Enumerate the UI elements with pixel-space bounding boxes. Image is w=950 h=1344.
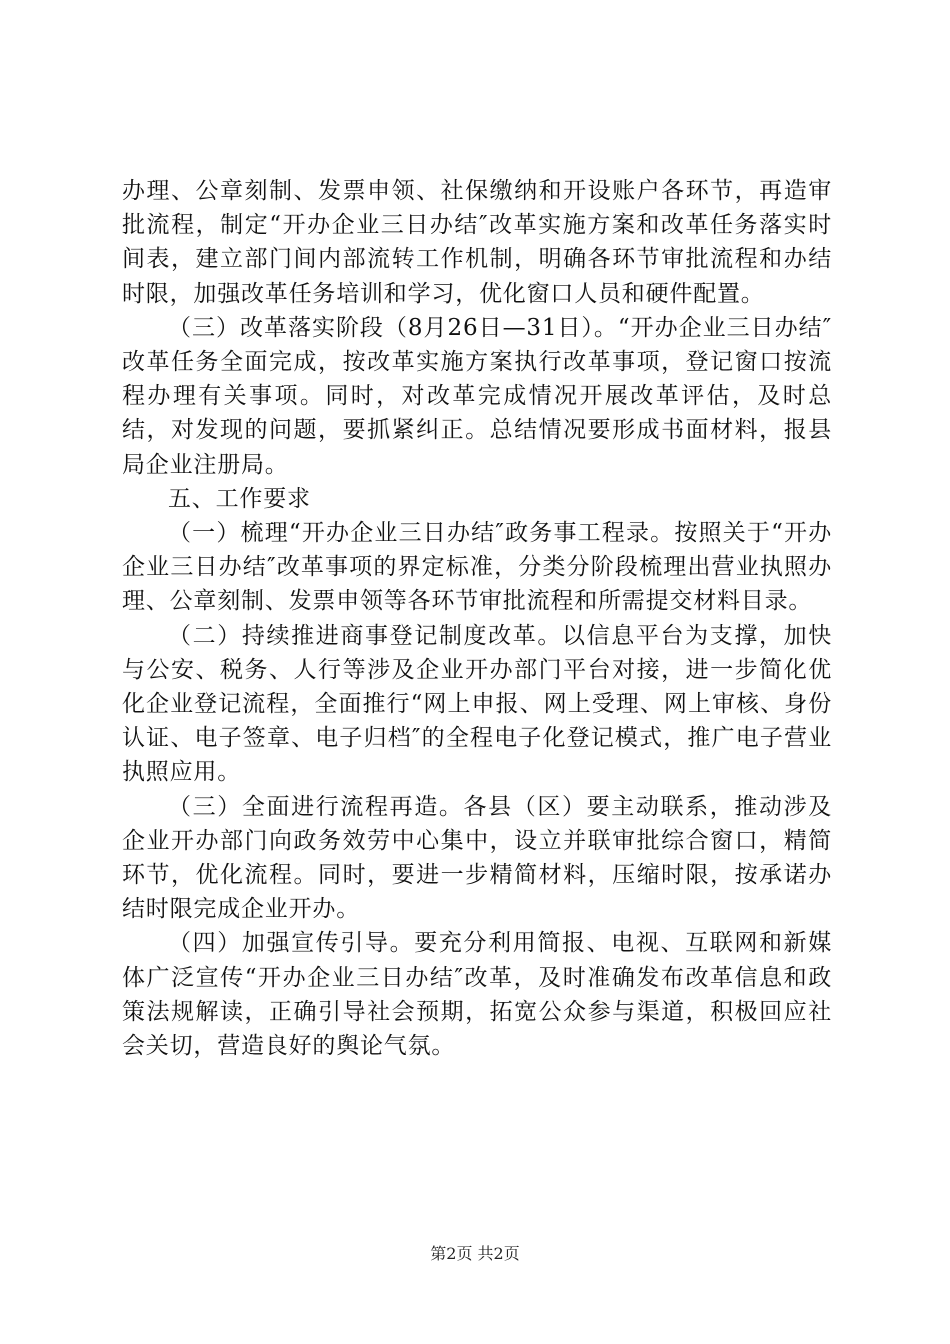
- paragraph-continuation: 办理、公章刻制、发票申领、社保缴纳和开设账户各环节，再造审批流程，制定“开办企业三日办结″改革实施方案和改革任务落实时间表，建立部门间内部流转工作机制，明确各环节审批流程和办结时限，加强改革任务培训和学习，优化窗口人员和硬件配置。: [122, 178, 832, 307]
- section-heading-work-requirements: 五、工作要求: [168, 485, 311, 512]
- page-number-footer: 第2页 共2页: [430, 1244, 520, 1263]
- paragraph-requirement-four: （四）加强宣传引导。要充分利用简报、电视、互联网和新媒体广泛宣传“开办企业三日办结″改革，及时准确发布改革信息和政策法规解读，正确引导社会预期，拓宽公众参与渠道，积极回应社会关切，营造良好的舆论气氛。: [122, 930, 832, 1060]
- paragraph-requirement-two: （二）持续推进商事登记制度改革。以信息平台为支撑，加快与公安、税务、人行等涉及企业开办部门平台对接，进一步简化优化企业登记流程，全面推行“网上申报、网上受理、网上审核、身份认证、电子签章、电子归档″的全程电子化登记模式，推广电子营业执照应用。: [122, 622, 832, 786]
- paragraph-phase-three: （三）改革落实阶段（8月26日—31日）。“开办企业三日办结″改革任务全面完成，按改革实施方案执行改革事项，登记窗口按流程办理有关事项。同时，对改革完成情况开展改革评估，及时总结，对发现的问题，要抓紧纠正。总结情况要形成书面材料，报县局企业注册局。: [122, 314, 832, 478]
- document-body: [122, 174, 832, 1063]
- paragraph-requirement-one: （一）梳理“开办企业三日办结″政务事工程录。按照关于“开办企业三日办结″改革事项的界定标准，分类分阶段梳理出营业执照办理、公章刻制、发票申领等各环节审批流程和所需提交材料目录。: [122, 520, 832, 615]
- paragraph-requirement-three: （三）全面进行流程再造。各县（区）要主动联系，推动涉及企业开办部门向政务效劳中心集中，设立并联审批综合窗口，精简环节，优化流程。同时，要进一步精简材料，压缩时限，按承诺办结时限完成企业开办。: [122, 793, 832, 923]
